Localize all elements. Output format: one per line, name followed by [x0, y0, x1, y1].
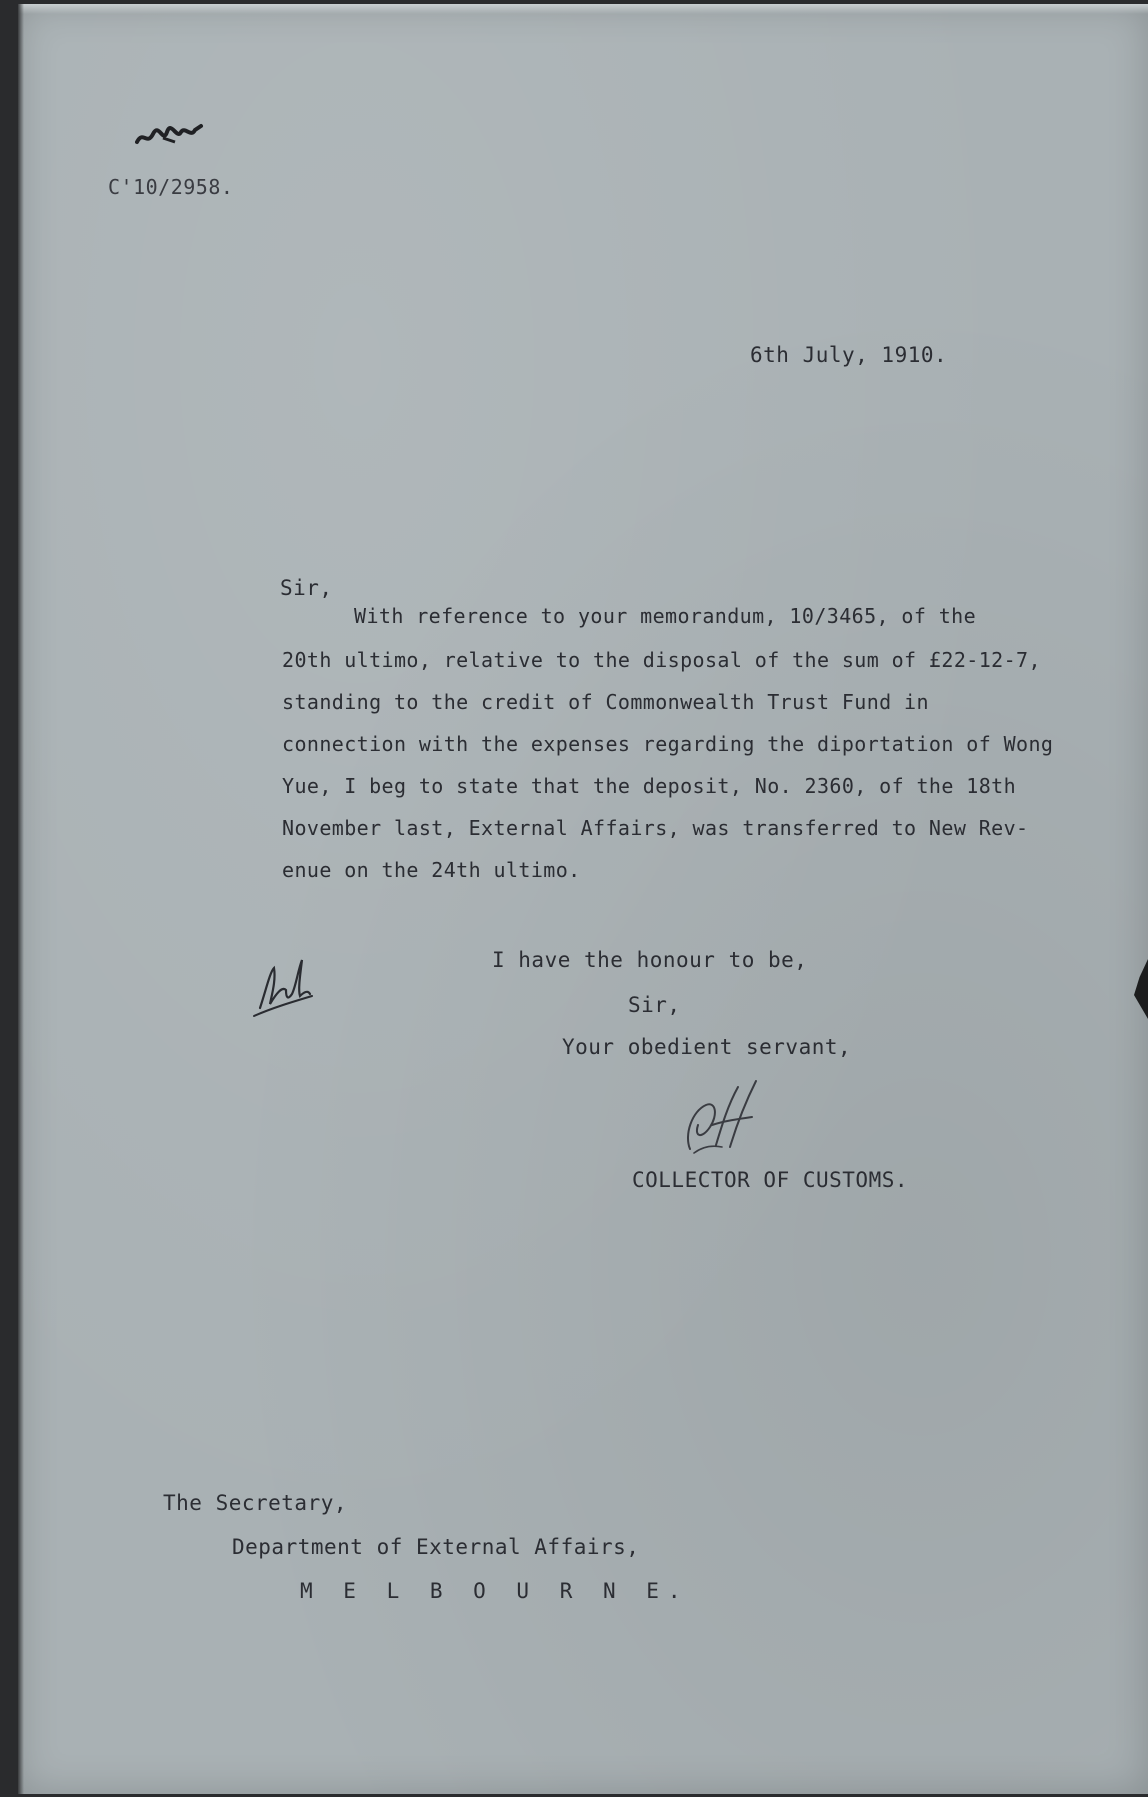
addressee-title: The Secretary,	[163, 1491, 348, 1515]
closing-servant: Your obedient servant,	[562, 1035, 852, 1059]
body-line: Yue, I beg to state that the deposit, No. 2360, of the 18th	[282, 774, 1017, 798]
closing-line: I have the honour to be,	[492, 948, 808, 972]
letter-date: 6th July, 1910.	[750, 343, 948, 367]
salutation: Sir,	[280, 576, 333, 600]
body-line: 20th ultimo, relative to the disposal of the sum of £22-12-7,	[282, 648, 1041, 672]
paper-top-edge	[18, 4, 1148, 14]
addressee-city: M E L B O U R N E.	[300, 1579, 690, 1603]
body-line: November last, External Affairs, was transferred to New Rev-	[282, 816, 1029, 840]
addressee-department: Department of External Affairs,	[232, 1535, 640, 1559]
handwritten-initials-icon	[252, 950, 322, 1020]
signatory-title: COLLECTOR OF CUSTOMS.	[632, 1168, 909, 1192]
body-line: connection with the expenses regarding the diportation of Wong	[282, 732, 1054, 756]
right-edge-tab	[1134, 959, 1148, 1019]
closing-sir: Sir,	[628, 993, 681, 1017]
reference-number: C'10/2958.	[108, 175, 234, 199]
body-line: standing to the credit of Commonwealth Trust Fund in	[282, 690, 929, 714]
handwritten-signature-icon	[672, 1075, 772, 1155]
body-line: enue on the 24th ultimo.	[282, 858, 581, 882]
body-line: With reference to your memorandum, 10/3465, of the	[354, 604, 977, 628]
left-binding-shadow	[18, 4, 24, 1794]
handwritten-mark-icon	[135, 120, 210, 150]
letter-sheet	[18, 4, 1148, 1794]
